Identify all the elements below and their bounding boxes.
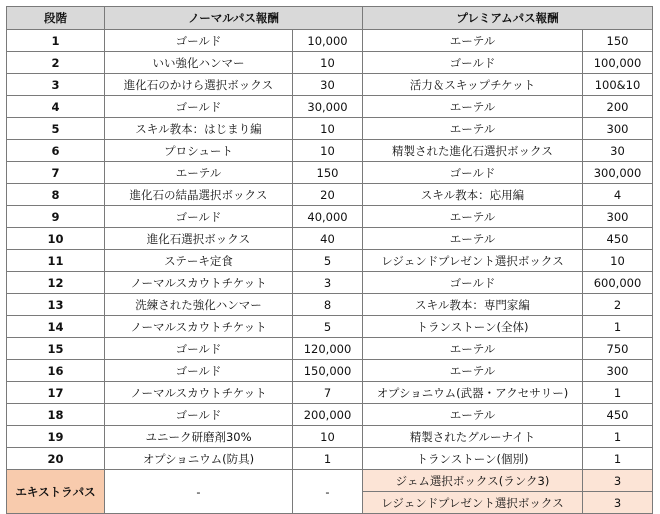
premium-item-cell: エーテル	[363, 30, 583, 52]
table-row	[7, 272, 653, 294]
table-row	[7, 382, 653, 404]
premium-qty-cell: 300	[583, 360, 653, 382]
premium-qty-cell: 2	[583, 294, 653, 316]
normal-qty-cell: 10	[293, 118, 363, 140]
normal-item-cell: ステーキ定食	[105, 250, 293, 272]
normal-item-cell: ゴールド	[105, 206, 293, 228]
stage-cell: 2	[7, 52, 105, 74]
stage-cell: 18	[7, 404, 105, 426]
normal-item-cell: ゴールド	[105, 360, 293, 382]
stage-cell: 5	[7, 118, 105, 140]
stage-cell: 3	[7, 74, 105, 96]
premium-qty-cell: 100,000	[583, 52, 653, 74]
premium-qty-cell: 300,000	[583, 162, 653, 184]
premium-item-cell: スキル教本：応用編	[363, 184, 583, 206]
normal-qty-cell: 3	[293, 272, 363, 294]
normal-item-cell: ノーマルスカウトチケット	[105, 382, 293, 404]
normal-qty-cell: 10,000	[293, 30, 363, 52]
premium-qty-cell: 150	[583, 30, 653, 52]
premium-item-cell: エーテル	[363, 228, 583, 250]
premium-qty-cell: 1	[583, 448, 653, 470]
table-row	[7, 206, 653, 228]
table-row	[7, 96, 653, 118]
table-row	[7, 184, 653, 206]
premium-qty-cell: 10	[583, 250, 653, 272]
extra-row-1	[7, 470, 653, 492]
table-row	[7, 30, 653, 52]
extra-premium-qty: 3	[583, 492, 653, 514]
normal-item-cell: いい強化ハンマー	[105, 52, 293, 74]
stage-cell: 1	[7, 30, 105, 52]
premium-qty-cell: 750	[583, 338, 653, 360]
premium-qty-cell: 300	[583, 206, 653, 228]
stage-cell: 10	[7, 228, 105, 250]
normal-item-cell: 進化石選択ボックス	[105, 228, 293, 250]
stage-cell: 20	[7, 448, 105, 470]
premium-item-cell: 精製された進化石選択ボックス	[363, 140, 583, 162]
premium-qty-cell: 450	[583, 404, 653, 426]
header-row	[7, 7, 653, 30]
table-row	[7, 162, 653, 184]
table-row	[7, 140, 653, 162]
normal-item-cell: プロシュート	[105, 140, 293, 162]
normal-item-cell: ゴールド	[105, 404, 293, 426]
extra-normal-item: -	[105, 470, 293, 514]
premium-qty-cell: 30	[583, 140, 653, 162]
normal-item-cell: エーテル	[105, 162, 293, 184]
premium-item-cell: エーテル	[363, 118, 583, 140]
stage-cell: 11	[7, 250, 105, 272]
premium-qty-cell: 300	[583, 118, 653, 140]
normal-item-cell: ゴールド	[105, 30, 293, 52]
premium-qty-cell: 600,000	[583, 272, 653, 294]
stage-cell: 4	[7, 96, 105, 118]
extra-pass-label: エキストラパス	[7, 470, 105, 514]
normal-qty-cell: 40,000	[293, 206, 363, 228]
extra-premium-item: ジェム選択ボックス(ランク3)	[363, 470, 583, 492]
premium-item-cell: オプショニウム(武器・アクセサリー)	[363, 382, 583, 404]
header-normal-pass: ノーマルパス報酬	[105, 7, 363, 30]
premium-item-cell: ゴールド	[363, 52, 583, 74]
extra-premium-qty: 3	[583, 470, 653, 492]
normal-qty-cell: 200,000	[293, 404, 363, 426]
normal-item-cell: オプショニウム(防具)	[105, 448, 293, 470]
premium-qty-cell: 1	[583, 426, 653, 448]
table-row	[7, 316, 653, 338]
table-row	[7, 228, 653, 250]
normal-qty-cell: 5	[293, 316, 363, 338]
premium-item-cell: エーテル	[363, 206, 583, 228]
premium-qty-cell: 200	[583, 96, 653, 118]
normal-qty-cell: 10	[293, 52, 363, 74]
premium-item-cell: エーテル	[363, 96, 583, 118]
normal-item-cell: ノーマルスカウトチケット	[105, 272, 293, 294]
premium-item-cell: 活力＆スキップチケット	[363, 74, 583, 96]
normal-item-cell: 進化石のかけら選択ボックス	[105, 74, 293, 96]
premium-item-cell: レジェンドプレゼント選択ボックス	[363, 250, 583, 272]
normal-item-cell: 進化石の結晶選択ボックス	[105, 184, 293, 206]
normal-qty-cell: 5	[293, 250, 363, 272]
header-stage: 段階	[7, 7, 105, 30]
premium-qty-cell: 4	[583, 184, 653, 206]
premium-qty-cell: 1	[583, 382, 653, 404]
table-row	[7, 118, 653, 140]
stage-cell: 12	[7, 272, 105, 294]
premium-item-cell: 精製されたグルーナイト	[363, 426, 583, 448]
normal-item-cell: スキル教本：はじまり編	[105, 118, 293, 140]
table-row	[7, 426, 653, 448]
normal-qty-cell: 40	[293, 228, 363, 250]
stage-cell: 14	[7, 316, 105, 338]
premium-item-cell: エーテル	[363, 404, 583, 426]
normal-qty-cell: 30,000	[293, 96, 363, 118]
stage-cell: 16	[7, 360, 105, 382]
normal-item-cell: ゴールド	[105, 338, 293, 360]
table-row	[7, 52, 653, 74]
premium-qty-cell: 450	[583, 228, 653, 250]
stage-cell: 13	[7, 294, 105, 316]
stage-cell: 15	[7, 338, 105, 360]
stage-cell: 19	[7, 426, 105, 448]
normal-qty-cell: 8	[293, 294, 363, 316]
pass-reward-table	[6, 6, 653, 514]
table-row	[7, 360, 653, 382]
premium-item-cell: トランストーン(個別)	[363, 448, 583, 470]
premium-qty-cell: 100&10	[583, 74, 653, 96]
table-row	[7, 448, 653, 470]
premium-item-cell: スキル教本：専門家編	[363, 294, 583, 316]
normal-qty-cell: 10	[293, 140, 363, 162]
stage-cell: 7	[7, 162, 105, 184]
premium-item-cell: トランストーン(全体)	[363, 316, 583, 338]
stage-cell: 9	[7, 206, 105, 228]
normal-qty-cell: 30	[293, 74, 363, 96]
stage-cell: 8	[7, 184, 105, 206]
stage-cell: 17	[7, 382, 105, 404]
normal-qty-cell: 10	[293, 426, 363, 448]
normal-item-cell: ノーマルスカウトチケット	[105, 316, 293, 338]
premium-item-cell: ゴールド	[363, 272, 583, 294]
stage-cell: 6	[7, 140, 105, 162]
table-row	[7, 404, 653, 426]
table-row	[7, 250, 653, 272]
normal-qty-cell: 1	[293, 448, 363, 470]
premium-item-cell: ゴールド	[363, 162, 583, 184]
normal-item-cell: ユニーク研磨剤30%	[105, 426, 293, 448]
header-premium-pass: プレミアムパス報酬	[363, 7, 653, 30]
table-body	[7, 30, 653, 514]
table-row	[7, 74, 653, 96]
table-row	[7, 294, 653, 316]
extra-normal-qty: -	[293, 470, 363, 514]
premium-item-cell: エーテル	[363, 338, 583, 360]
normal-qty-cell: 7	[293, 382, 363, 404]
table-row	[7, 338, 653, 360]
normal-qty-cell: 120,000	[293, 338, 363, 360]
normal-item-cell: 洗練された強化ハンマー	[105, 294, 293, 316]
normal-qty-cell: 150,000	[293, 360, 363, 382]
normal-item-cell: ゴールド	[105, 96, 293, 118]
premium-item-cell: エーテル	[363, 360, 583, 382]
extra-premium-item: レジェンドプレゼント選択ボックス	[363, 492, 583, 514]
normal-qty-cell: 20	[293, 184, 363, 206]
premium-qty-cell: 1	[583, 316, 653, 338]
normal-qty-cell: 150	[293, 162, 363, 184]
